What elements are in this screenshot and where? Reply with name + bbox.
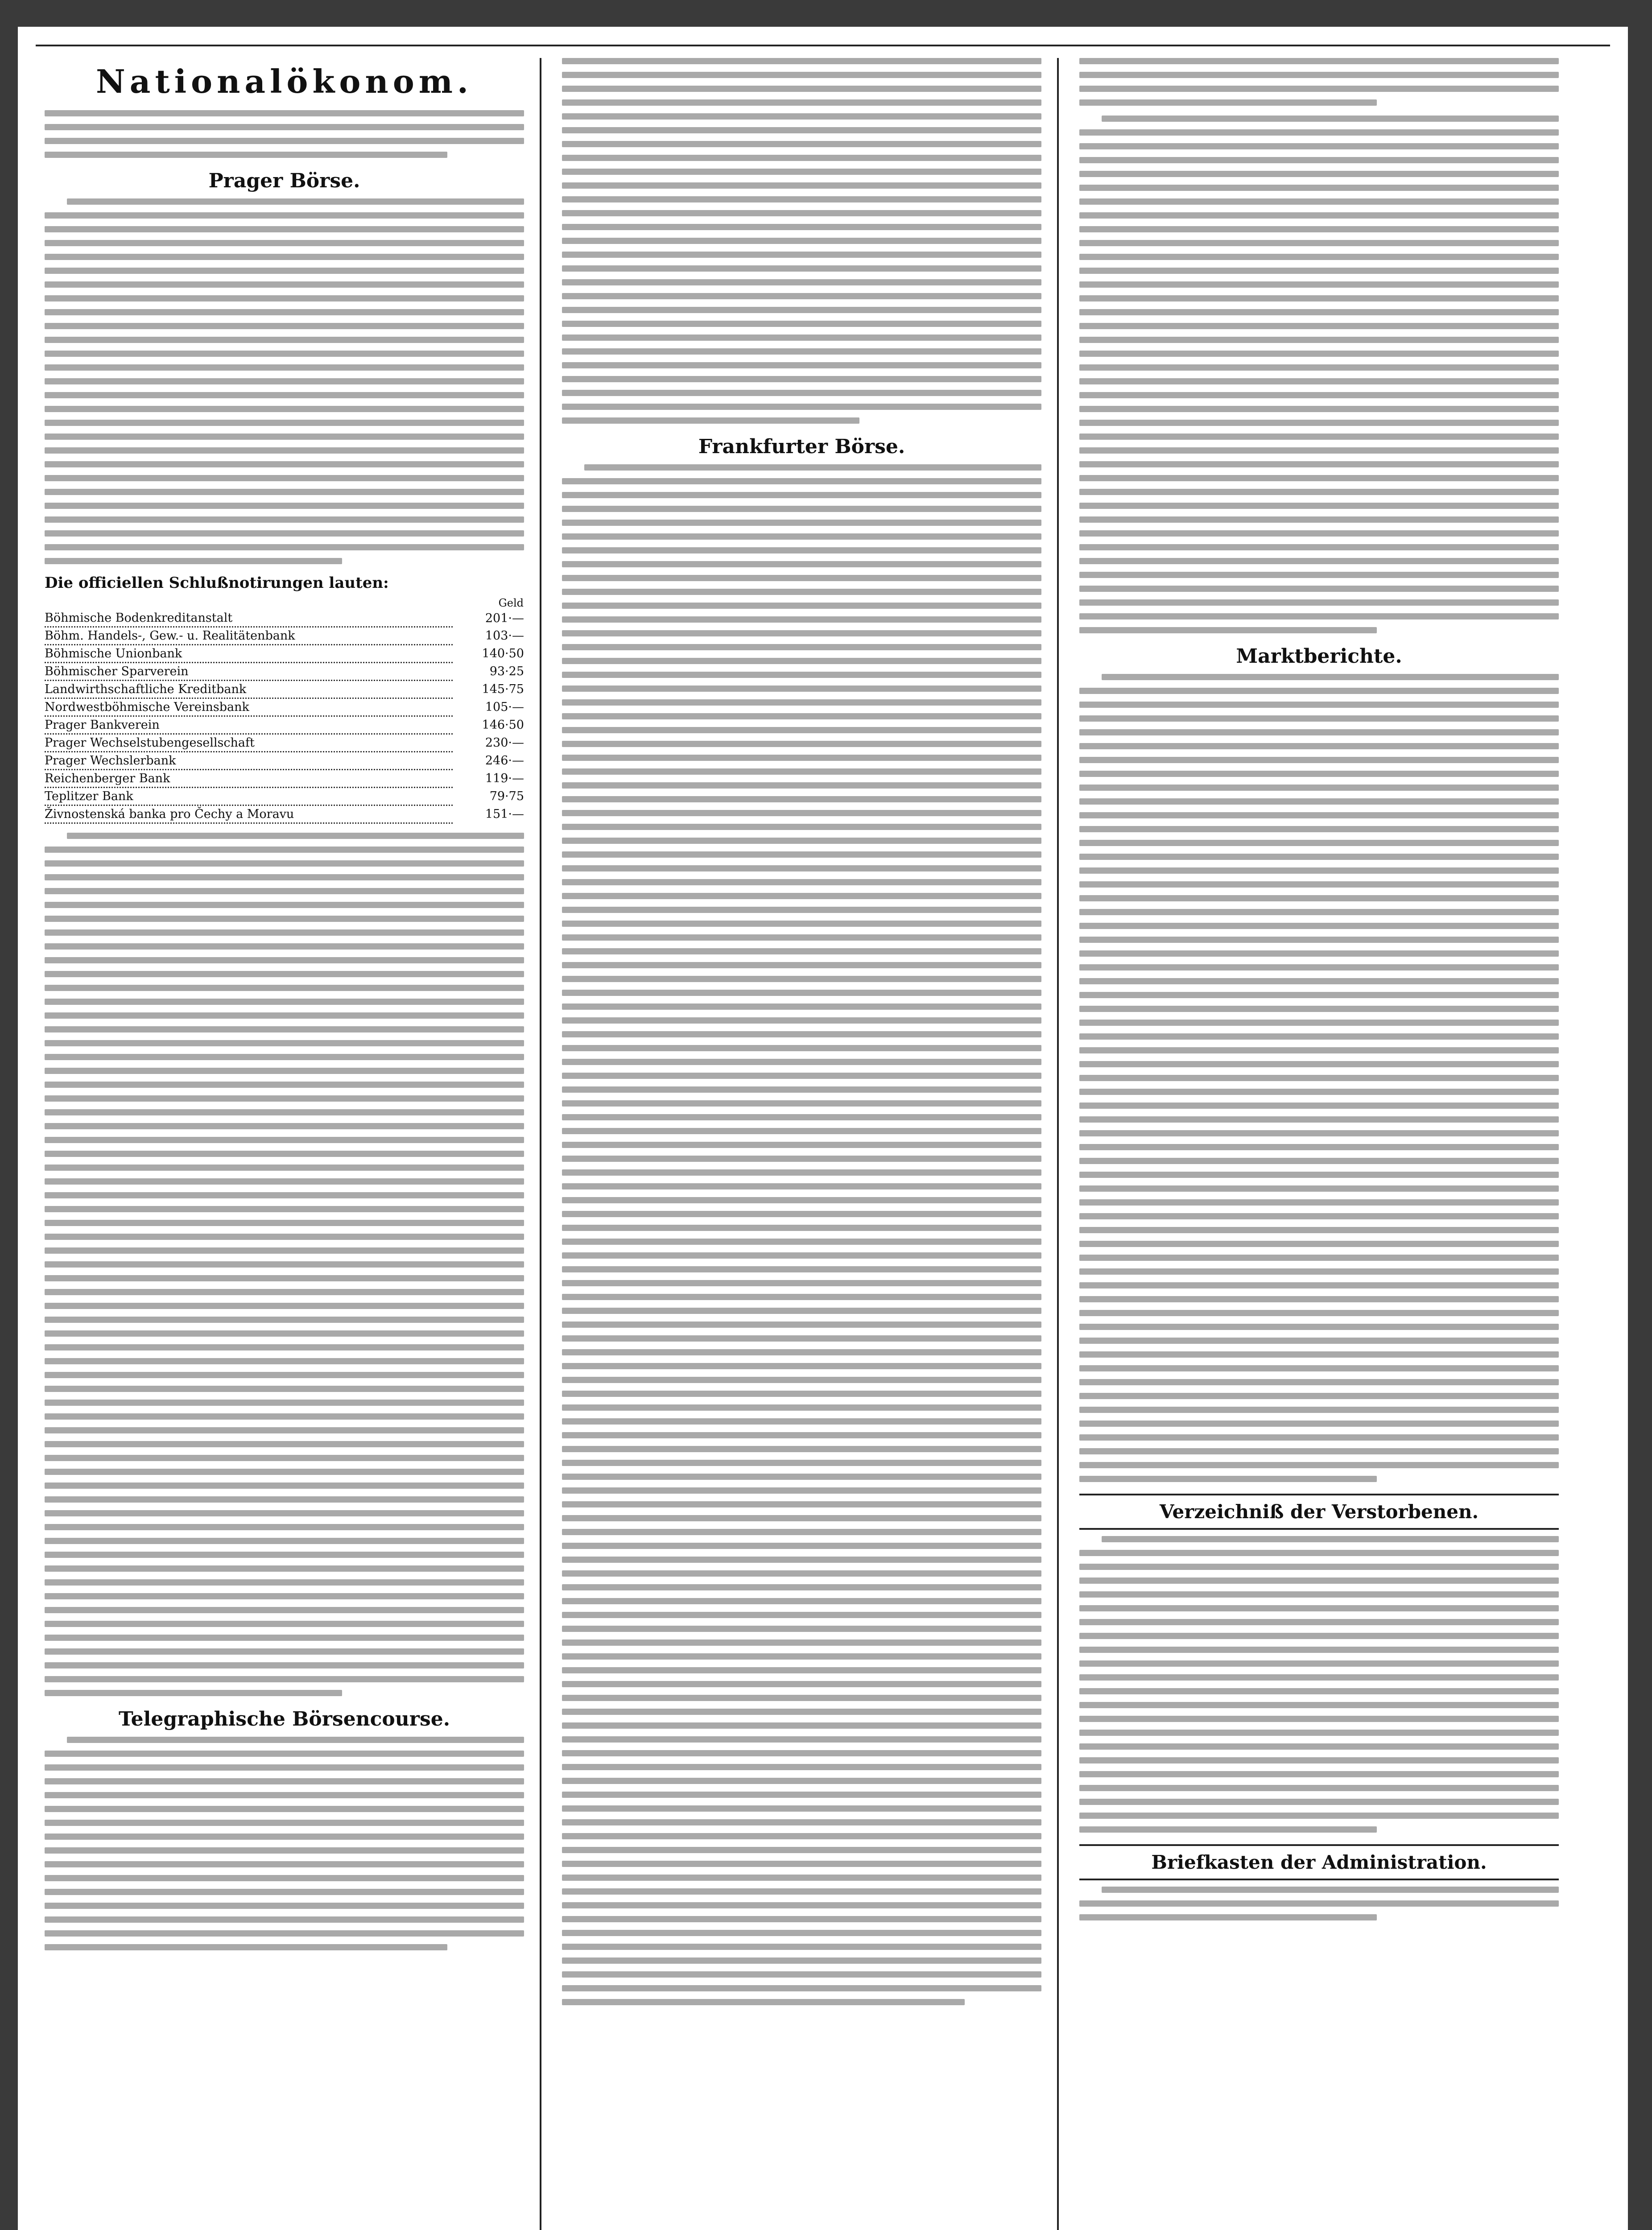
section-heading: Marktberichte. bbox=[1236, 645, 1402, 668]
rate-name: Böhmischer Sparverein bbox=[45, 663, 453, 681]
paragraph bbox=[45, 110, 524, 158]
table-row bbox=[45, 663, 524, 681]
table-row bbox=[45, 610, 524, 627]
paragraph bbox=[1079, 58, 1559, 106]
rate-name: Prager Wechslerbank bbox=[45, 752, 453, 770]
paragraph bbox=[45, 833, 524, 1696]
paragraph bbox=[562, 464, 1041, 2005]
table-row bbox=[45, 645, 524, 663]
column-2 bbox=[562, 58, 1041, 2230]
rate-value: 79·75 bbox=[489, 789, 524, 803]
section-heading: Briefkasten der Administration. bbox=[1079, 1844, 1559, 1880]
table-row bbox=[45, 698, 524, 716]
paragraph bbox=[45, 1737, 524, 1950]
rate-value: 103·— bbox=[485, 629, 524, 643]
rate-value: 230·— bbox=[485, 736, 524, 750]
rate-value: 145·75 bbox=[482, 682, 524, 696]
table-row bbox=[45, 752, 524, 770]
rate-value: 146·50 bbox=[482, 718, 524, 732]
table-row bbox=[45, 734, 524, 752]
rate-value: 140·50 bbox=[482, 647, 524, 661]
table-row bbox=[45, 627, 524, 645]
rate-name: Böhmische Unionbank bbox=[45, 645, 453, 663]
paragraph bbox=[562, 58, 1041, 424]
rate-name: Nordwestböhmische Vereinsbank bbox=[45, 698, 453, 716]
table-row bbox=[45, 716, 524, 734]
section-heading: Telegraphische Börsencourse. bbox=[118, 1708, 450, 1730]
table-row bbox=[45, 681, 524, 698]
header-geld: Geld bbox=[498, 597, 524, 609]
rate-value: 93·25 bbox=[489, 665, 524, 678]
table-row bbox=[45, 788, 524, 805]
rate-name: Böhmische Bodenkreditanstalt bbox=[45, 610, 453, 627]
column-rule bbox=[1057, 58, 1059, 2230]
rates-table bbox=[45, 596, 524, 824]
section-heading: Verzeichniß der Verstorbenen. bbox=[1079, 1494, 1559, 1530]
rate-name: Böhm. Handels-, Gew.- u. Realitätenbank bbox=[45, 627, 453, 645]
newspaper-page bbox=[18, 27, 1628, 2230]
rate-value: 119·— bbox=[485, 772, 524, 785]
paragraph bbox=[1079, 674, 1559, 1482]
rate-name: Landwirthschaftliche Kreditbank bbox=[45, 681, 453, 698]
top-rule bbox=[36, 45, 1610, 46]
table-row bbox=[45, 805, 524, 823]
rate-name: Prager Wechselstubengesellschaft bbox=[45, 734, 453, 752]
paragraph bbox=[1079, 1536, 1559, 1833]
paragraph bbox=[1079, 1887, 1559, 1920]
rate-name: Prager Bankverein bbox=[45, 716, 453, 734]
rate-name: Reichenberger Bank bbox=[45, 770, 453, 788]
paragraph bbox=[1079, 116, 1559, 633]
column-rule bbox=[540, 58, 541, 2230]
rate-name: Teplitzer Bank bbox=[45, 788, 453, 805]
column-1 bbox=[45, 58, 524, 2230]
rate-value: 201·— bbox=[485, 611, 524, 625]
rate-value: 105·— bbox=[485, 700, 524, 714]
section-heading: Frankfurter Börse. bbox=[698, 435, 905, 458]
rate-value: 246·— bbox=[485, 754, 524, 768]
table-row bbox=[45, 770, 524, 788]
section-title: Nationalökonom. bbox=[95, 62, 473, 100]
section-heading: Prager Börse. bbox=[208, 169, 360, 192]
paragraph bbox=[45, 198, 524, 564]
table-intro: Die officiellen Schlußnotirungen lauten: bbox=[45, 574, 389, 592]
rate-name: Živnostenská banka pro Čechy a Moravu bbox=[45, 805, 453, 823]
rate-value: 151·— bbox=[485, 807, 524, 821]
column-3 bbox=[1079, 58, 1559, 2230]
